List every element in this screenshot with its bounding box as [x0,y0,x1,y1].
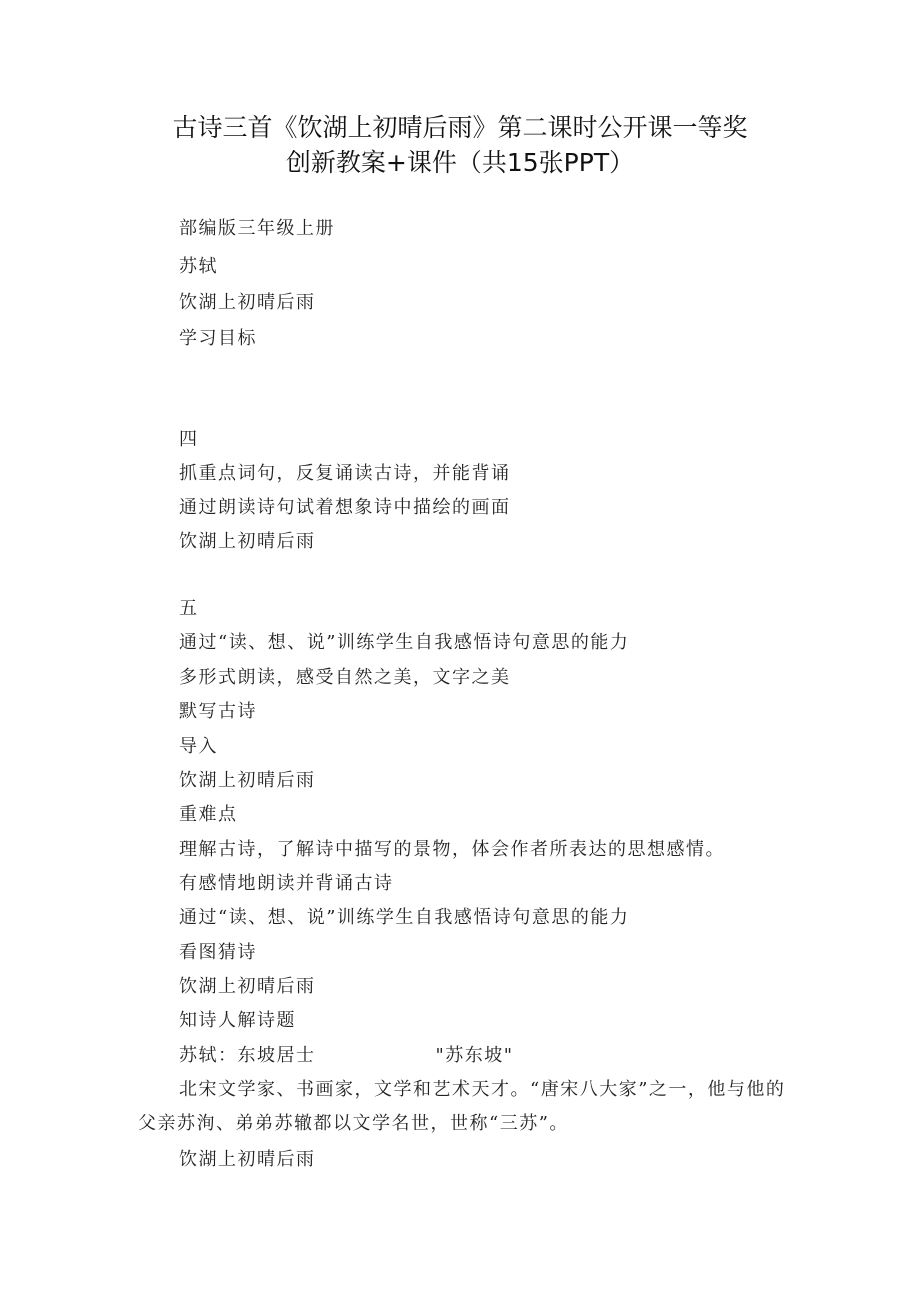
text-line-understand-poem: 理解古诗，了解诗中描写的景物，体会作者所表达的思想感情。 [179,839,725,860]
text-line-know-poet: 知诗人解诗题 [179,1010,296,1031]
poet-alias: 苏轼：东坡居士 [179,1045,316,1066]
text-line-poem-title: 饮湖上初晴后雨 [179,531,316,552]
text-line-poem-title: 饮湖上初晴后雨 [179,770,316,791]
poet-biography-paragraph: 北宋文学家、书画家，文学和艺术天才。“唐宋八大家”之一，他与他的父亲苏洵、弟弟苏辙都以文学名世，世称“三苏”。 [138,1079,786,1134]
text-line-poet-names [179,1044,514,1068]
poet-nickname: "苏东坡" [435,1045,514,1066]
text-line-introduction: 导入 [179,736,218,757]
text-line-poem-title: 饮湖上初晴后雨 [179,976,316,997]
text-line-author: 苏轼 [179,256,218,277]
title-line-1: 古诗三首《饮湖上初晴后雨》第二课时公开课一等奖 [172,113,748,142]
text-line-section-four: 四 [179,429,199,450]
title-line-2: 创新教案+课件（共15张PPT） [285,148,635,177]
text-line-goal-read-think-say: 通过“读、想、说”训练学生自我感悟诗句意思的能力 [179,907,630,928]
text-line-recite-with-feeling: 有感情地朗读并背诵古诗 [179,873,394,894]
text-line-goal-imagine: 通过朗读诗句试着想象诗中描绘的画面 [179,497,511,518]
text-line-guess-poem: 看图猜诗 [179,942,257,963]
text-line-goal-multi-read: 多形式朗读，感受自然之美，文字之美 [179,667,511,688]
text-line-section-five: 五 [179,598,199,619]
text-line-grade: 部编版三年级上册 [179,218,335,239]
text-line-goal-read-think-say: 通过“读、想、说”训练学生自我感悟诗句意思的能力 [179,632,630,653]
text-line-poem-title: 饮湖上初晴后雨 [179,292,316,313]
text-line-poem-title: 饮湖上初晴后雨 [179,1149,316,1170]
text-line-learning-goals: 学习目标 [179,328,257,349]
text-line-key-points: 重难点 [179,804,238,825]
text-line-goal-recite: 抓重点词句，反复诵读古诗，并能背诵 [179,463,511,484]
text-line-dictation: 默写古诗 [179,701,257,722]
